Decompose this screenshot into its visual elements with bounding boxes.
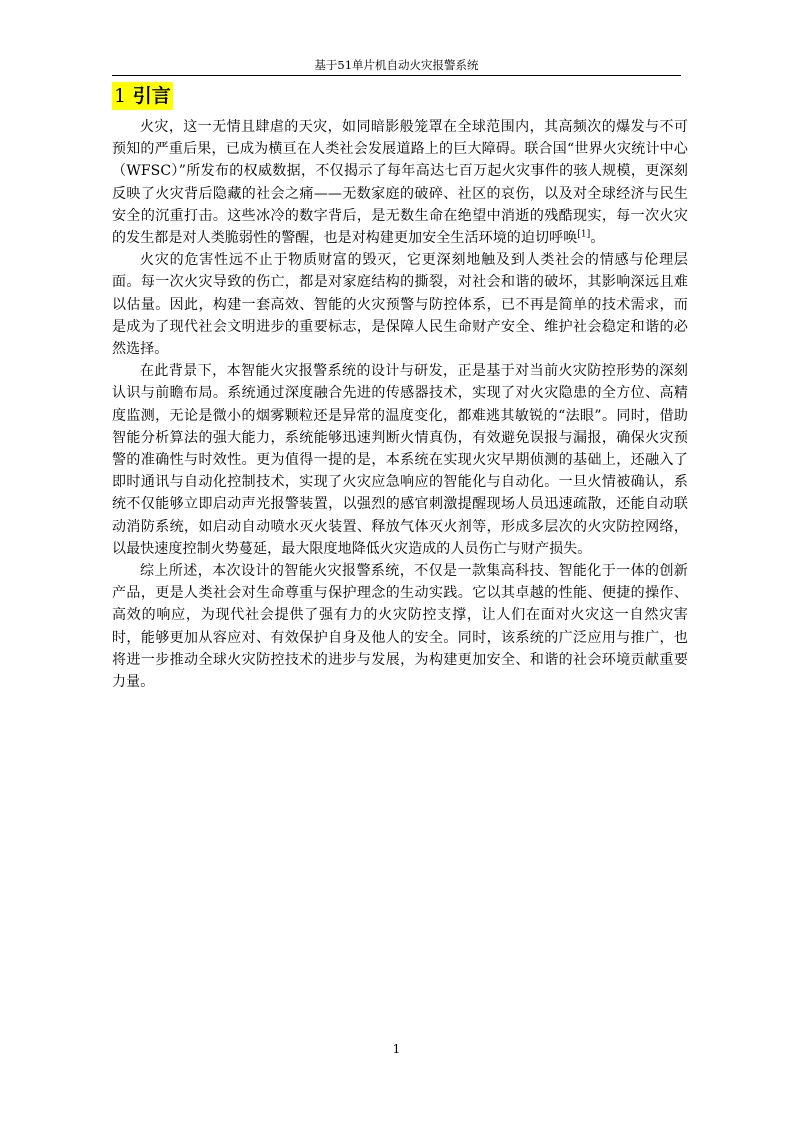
page-footer (0, 1041, 793, 1057)
section-heading (112, 82, 173, 110)
header-title: 基于51单片机自动火灾报警系统 (314, 58, 479, 72)
page-header (112, 57, 681, 76)
page-number: 1 (392, 1042, 401, 1056)
paragraph-1 (112, 116, 688, 249)
paragraph-1-end: 。 (590, 230, 605, 247)
body-text (112, 116, 688, 693)
section-title: 引言 (132, 85, 171, 107)
citation-1: [1] (577, 229, 591, 240)
paragraph-4: 综上所述，本次设计的智能火灾报警系统，不仅是一款集高科技、智能化于一体的创新产品，更是人类社会对生命尊重与保护理念的生动实践。它以其卓越的性能、便捷的操作、高效的响应，为现代社会提供了强有力的火灾防控支撑，让人们在面对火灾这一自然灾害时，能够更加从容应对、有效保护自身及他人的安全。同时，该系统的广泛应用与推广，也将进一步推动全球火灾防控技术的进步与发展，为构建更加安全、和谐的社会环境贡献重要力量。 (112, 563, 688, 691)
section-number: 1 (114, 85, 127, 107)
paragraph-1-text: 火灾，这一无情且肆虐的天灾，如同暗影般笼罩在全球范围内，其高频次的爆发与不可预知的严重后果，已成为横亘在人类社会发展道路上的巨大障碍。联合国“世界火灾统计中心（WFSC）”所发布的权威数据，不仅揭示了每年高达七百万起火灾事件的骇人规模，更深刻反映了火灾背后隐藏的社会之痛——无数家庭的破碎、社区的哀伤，以及对全球经济与民生安全的沉重打击。这些冰冷的数字背后，是无数生命在绝望中消逝的残酷现实，每一次火灾的发生都是对人类脆弱性的警醒，也是对构建更加安全生活环境的迫切呼唤 (112, 119, 688, 247)
paragraph-2: 火灾的危害性远不止于物质财富的毁灭，它更深刻地触及到人类社会的情感与伦理层面。每一次火灾导致的伤亡，都是对家庭结构的撕裂，对社会和谐的破坏，其影响深远且难以估量。因此，构建一套高效、智能的火灾预警与防控体系，已不再是简单的技术需求，而是成为了现代社会文明进步的重要标志，是保障人民生命财产安全、维护社会稳定和谐的必然选择。 (112, 252, 688, 358)
paragraph-3: 在此背景下，本智能火灾报警系统的设计与研发，正是基于对当前火灾防控形势的深刻认识与前瞻布局。系统通过深度融合先进的传感器技术，实现了对火灾隐患的全方位、高精度监测，无论是微小的烟雾颗粒还是异常的温度变化，都难逃其敏锐的“法眼”。同时，借助智能分析算法的强大能力，系统能够迅速判断火情真伪，有效避免误报与漏报，确保火灾预警的准确性与时效性。更为值得一提的是，本系统在实现火灾早期侦测的基础上，还融入了即时通讯与自动化控制技术，实现了火灾应急响应的智能化与自动化。一旦火情被确认，系统不仅能够立即启动声光报警装置，以强烈的感官刺激提醒现场人员迅速疏散，还能自动联动消防系统，如启动自动喷水灭火装置、释放气体灭火剂等，形成多层次的火灾防控网络，以最快速度控制火势蔓延，最大限度地降低火灾造成的人员伤亡与财产损失。 (112, 363, 688, 557)
